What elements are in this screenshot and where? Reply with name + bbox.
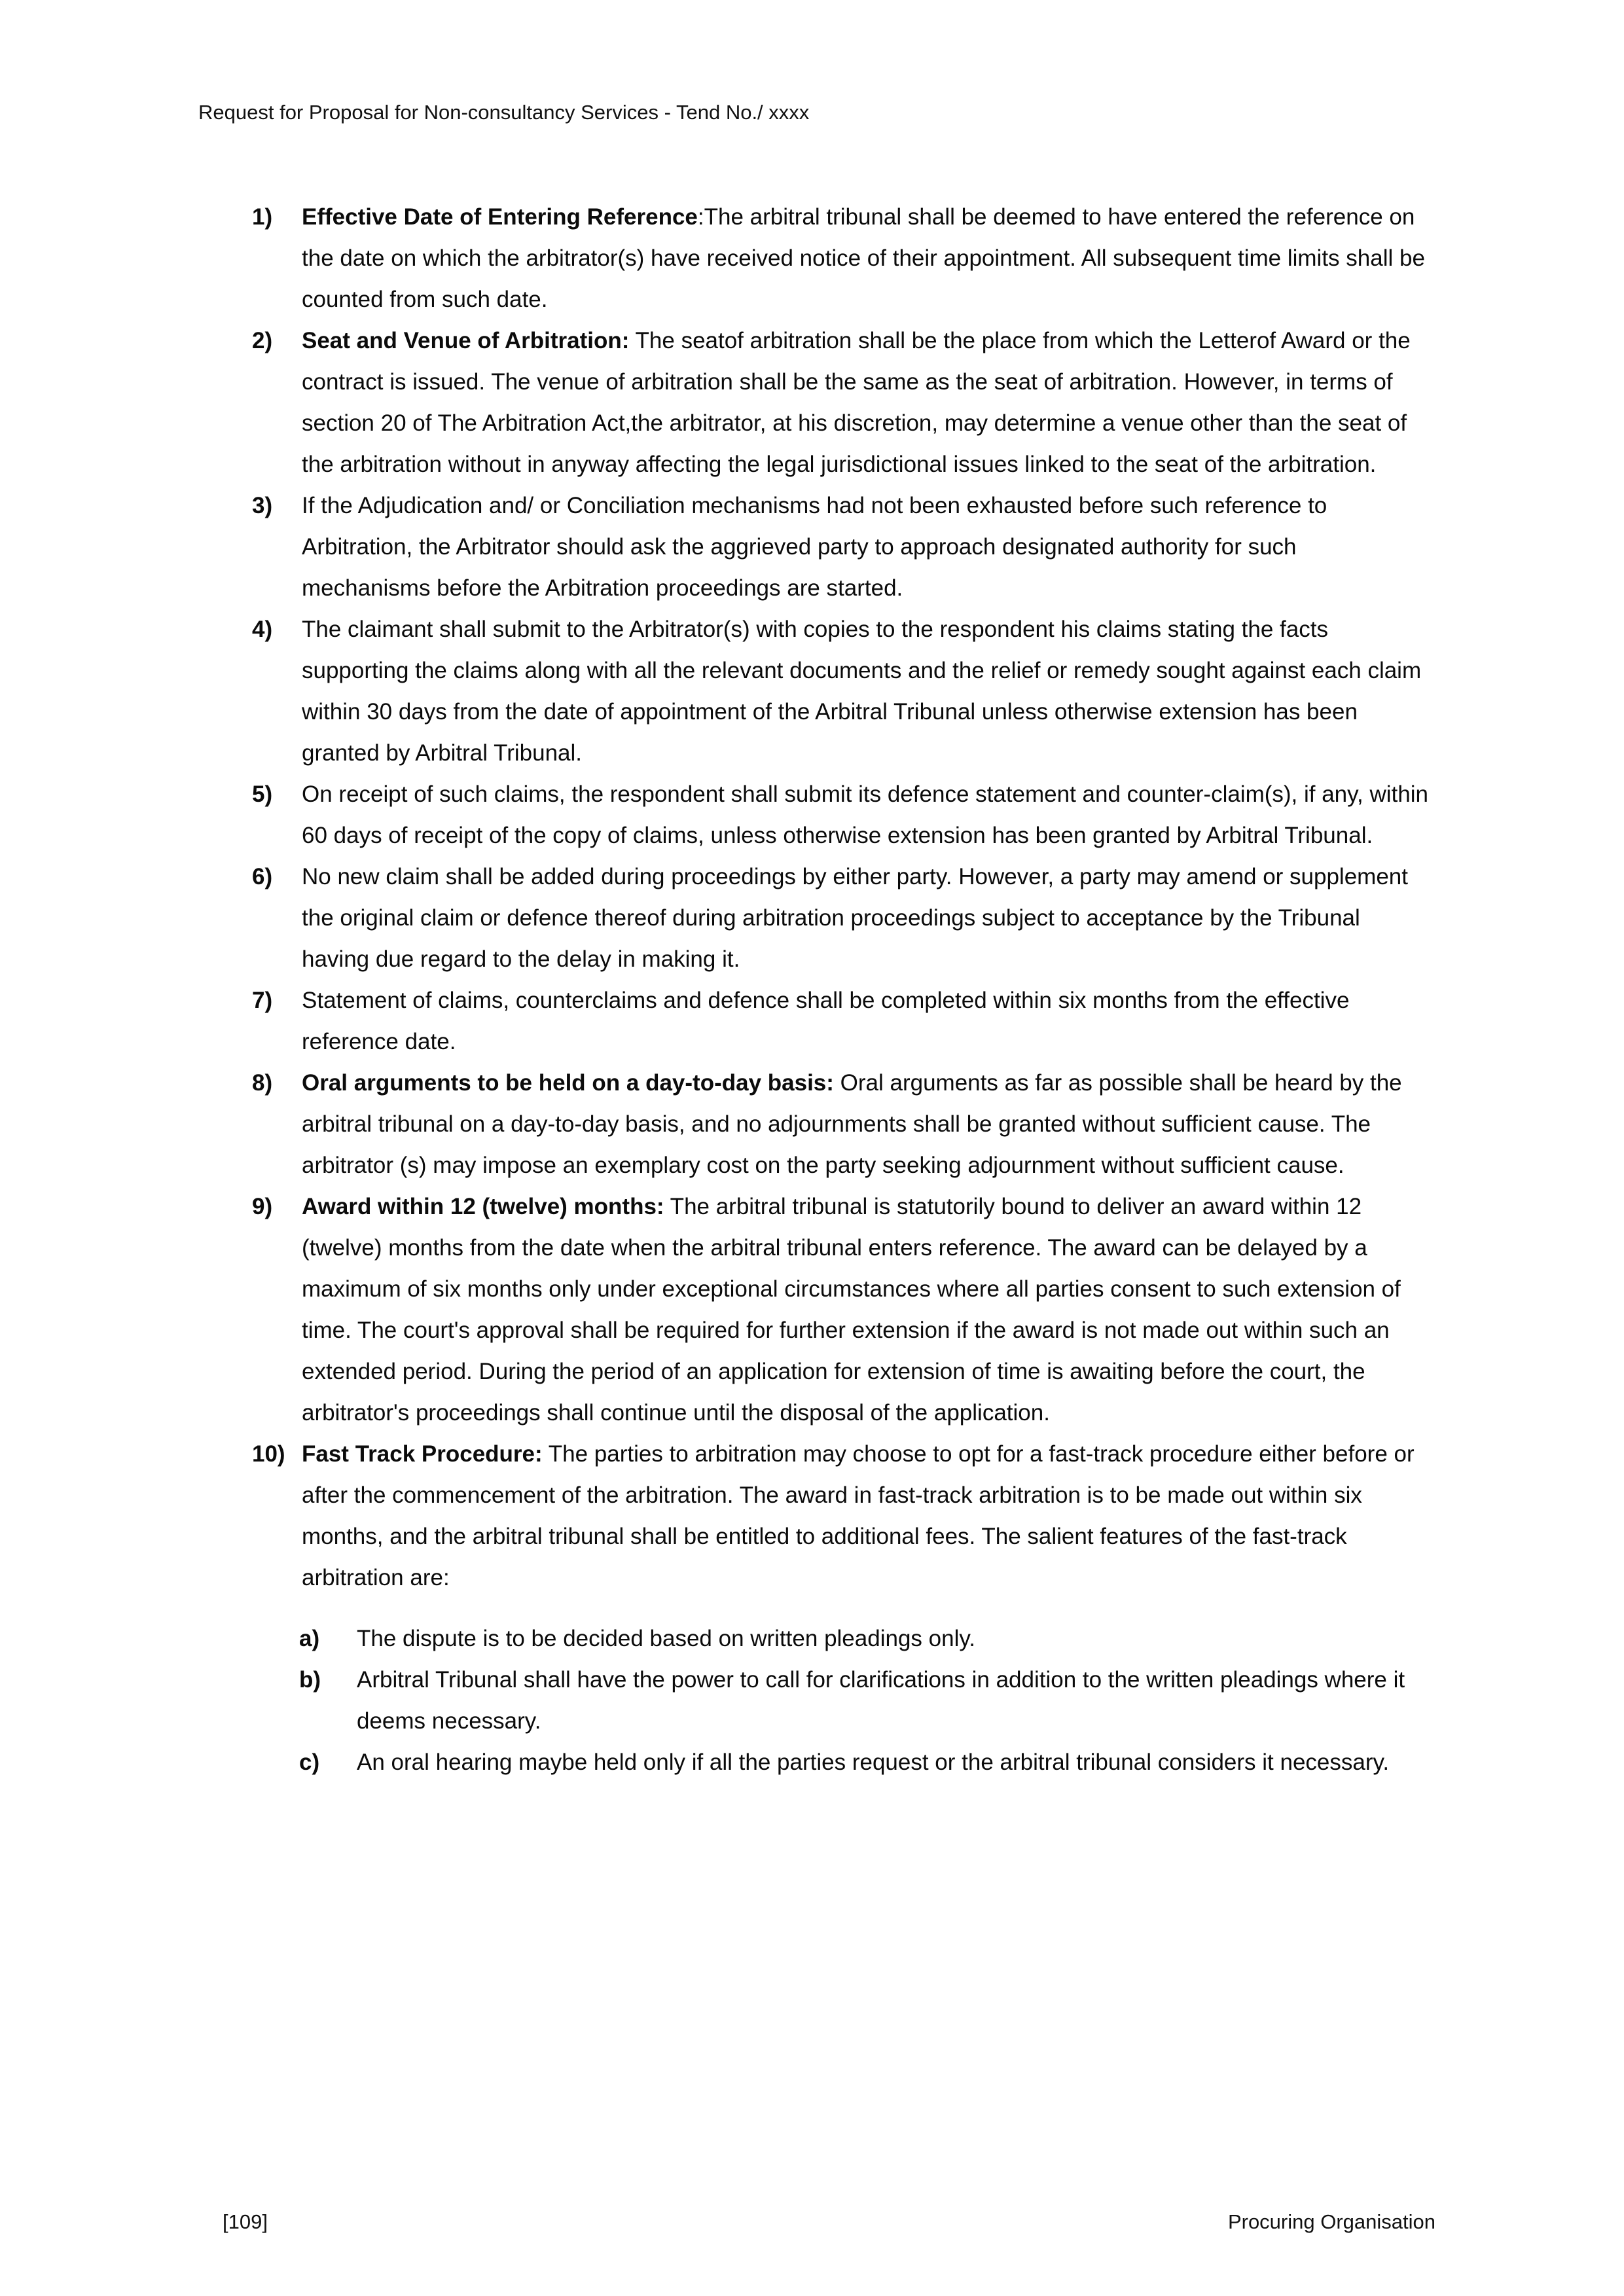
list-item-9 xyxy=(252,1186,1430,1433)
list-item-number: 1) xyxy=(252,204,273,230)
list-item-6 xyxy=(252,856,1430,980)
list-item-3 xyxy=(252,485,1430,609)
list-item-number: 9) xyxy=(252,1194,273,1219)
list-item-content xyxy=(302,1070,1402,1178)
page-footer xyxy=(223,2210,1435,2234)
list-item-7 xyxy=(252,980,1430,1062)
list-item-2 xyxy=(252,320,1430,485)
list-item-1 xyxy=(252,196,1430,320)
list-item-text: The seatof arbitration shall be the place from which the Letterof Award or the contract is issued. The venue of arbitration shall be the same as the seat of arbitration. However, in terms of section 20 of The Arbitration Act,the arbitrator, at his discretion, may determine a venue other than the seat of the arbitration without in anyway affecting the legal jurisdictional issues linked to the seat of the arbitration. xyxy=(302,328,1411,477)
sub-item-text: Arbitral Tribunal shall have the power to call for clarifications in addition to the written pleadings where it deems necessary. xyxy=(357,1667,1405,1734)
footer-organisation: Procuring Organisation xyxy=(1227,2210,1435,2233)
list-item-content xyxy=(302,988,1349,1054)
list-item-text: The claimant shall submit to the Arbitrator(s) with copies to the respondent his claims stating the facts supporting the claims along with all the relevant documents and the relief or remedy sought against each claim within 30 days from the date of appointment of the Arbitral Tribunal unless otherwise extension has been granted by Arbitral Tribunal. xyxy=(302,617,1422,766)
list-item-text: No new claim shall be added during proceedings by either party. However, a party may amend or supplement the original claim or defence thereof during arbitration proceedings subject to acceptance by the Tribunal having due regard to the delay in making it. xyxy=(302,864,1408,972)
list-item-text: The arbitral tribunal is statutorily bound to deliver an award within 12 (twelve) months from the date when the arbitral tribunal enters reference. The award can be delayed by a maximum of six months only under exceptional circumstances where all parties consent to such extension of time. The court's approval shall be required for further extension if the award is not made out within such an extended period. During the period of an application for extension of time is awaiting before the court, the arbitrator's proceedings shall continue until the disposal of the application. xyxy=(302,1194,1401,1426)
list-item-text: Oral arguments as far as possible shall be heard by the arbitral tribunal on a day-to-day basis, and no adjournments shall be granted without sufficient cause. The arbitrator (s) may impose an exemplary cost on the party seeking adjournment without sufficient cause. xyxy=(302,1070,1402,1178)
list-item-number: 5) xyxy=(252,781,273,807)
footer-page-number: [109] xyxy=(223,2210,268,2233)
list-item-content xyxy=(302,617,1421,766)
list-item-text: If the Adjudication and/ or Conciliation mechanisms had not been exhausted before such reference to Arbitration, the Arbitrator should ask the aggrieved party to approach designated authority for such mechanisms before the Arbitration proceedings are started. xyxy=(302,493,1327,601)
list-item-number: 8) xyxy=(252,1070,273,1096)
list-item-5 xyxy=(252,774,1430,856)
list-item-8 xyxy=(252,1062,1430,1186)
list-item-content xyxy=(302,864,1408,972)
sub-list-item-c xyxy=(299,1742,1430,1783)
list-item-number: 2) xyxy=(252,328,273,353)
list-item-number: 3) xyxy=(252,493,273,518)
sub-item-letter: b) xyxy=(299,1667,321,1693)
document-body xyxy=(252,196,1430,1783)
list-item-text: The parties to arbitration may choose to opt for a fast-track procedure either before or after the commencement of the arbitration. The award in fast-track arbitration is to be made out within six months, and the arbitral tribunal shall be entitled to additional fees. The salient features of the fast-track arbitration are: xyxy=(302,1441,1415,1590)
sub-item-text: An oral hearing maybe held only if all the parties request or the arbitral tribunal considers it necessary. xyxy=(357,1749,1390,1775)
list-item-bold-label: Oral arguments to be held on a day-to-day basis: xyxy=(302,1070,834,1096)
sub-item-letter: a) xyxy=(299,1626,320,1651)
list-item-bold-label: Award within 12 (twelve) months: xyxy=(302,1194,664,1219)
sub-item-text: The dispute is to be decided based on written pleadings only. xyxy=(357,1626,975,1651)
list-item-content xyxy=(302,1441,1415,1590)
list-item-number: 7) xyxy=(252,988,273,1013)
list-item-10 xyxy=(252,1433,1430,1598)
list-item-bold-label: Fast Track Procedure: xyxy=(302,1441,543,1467)
list-item-number: 4) xyxy=(252,617,273,642)
list-item-content xyxy=(302,204,1425,312)
list-item-content xyxy=(302,493,1327,601)
sub-list-item-a xyxy=(299,1618,1430,1659)
list-item-number: 10) xyxy=(252,1441,285,1467)
sub-list xyxy=(299,1618,1430,1783)
list-item-text: Statement of claims, counterclaims and defence shall be completed within six months from the effective reference date. xyxy=(302,988,1350,1054)
list-item-bold-label: Effective Date of Entering Reference xyxy=(302,204,698,230)
sub-item-letter: c) xyxy=(299,1749,320,1775)
list-item-bold-label: Seat and Venue of Arbitration: xyxy=(302,328,630,353)
list-item-content xyxy=(302,328,1411,477)
list-item-content xyxy=(302,781,1428,848)
list-item-4 xyxy=(252,609,1430,774)
header-title: Request for Proposal for Non-consultancy Services - Tend No./ xxxx xyxy=(198,101,810,124)
list-item-text: :The arbitral tribunal shall be deemed to have entered the reference on the date on which the arbitrator(s) have received notice of their appointment. All subsequent time limits shall be counted from such date. xyxy=(302,204,1425,312)
page-header xyxy=(198,99,809,126)
list-item-content xyxy=(302,1194,1401,1426)
sub-list-item-b xyxy=(299,1659,1430,1742)
list-item-number: 6) xyxy=(252,864,273,889)
list-item-text: On receipt of such claims, the respondent shall submit its defence statement and counter-claim(s), if any, within 60 days of receipt of the copy of claims, unless otherwise extension has been granted by Arbitral Tribunal. xyxy=(302,781,1428,848)
